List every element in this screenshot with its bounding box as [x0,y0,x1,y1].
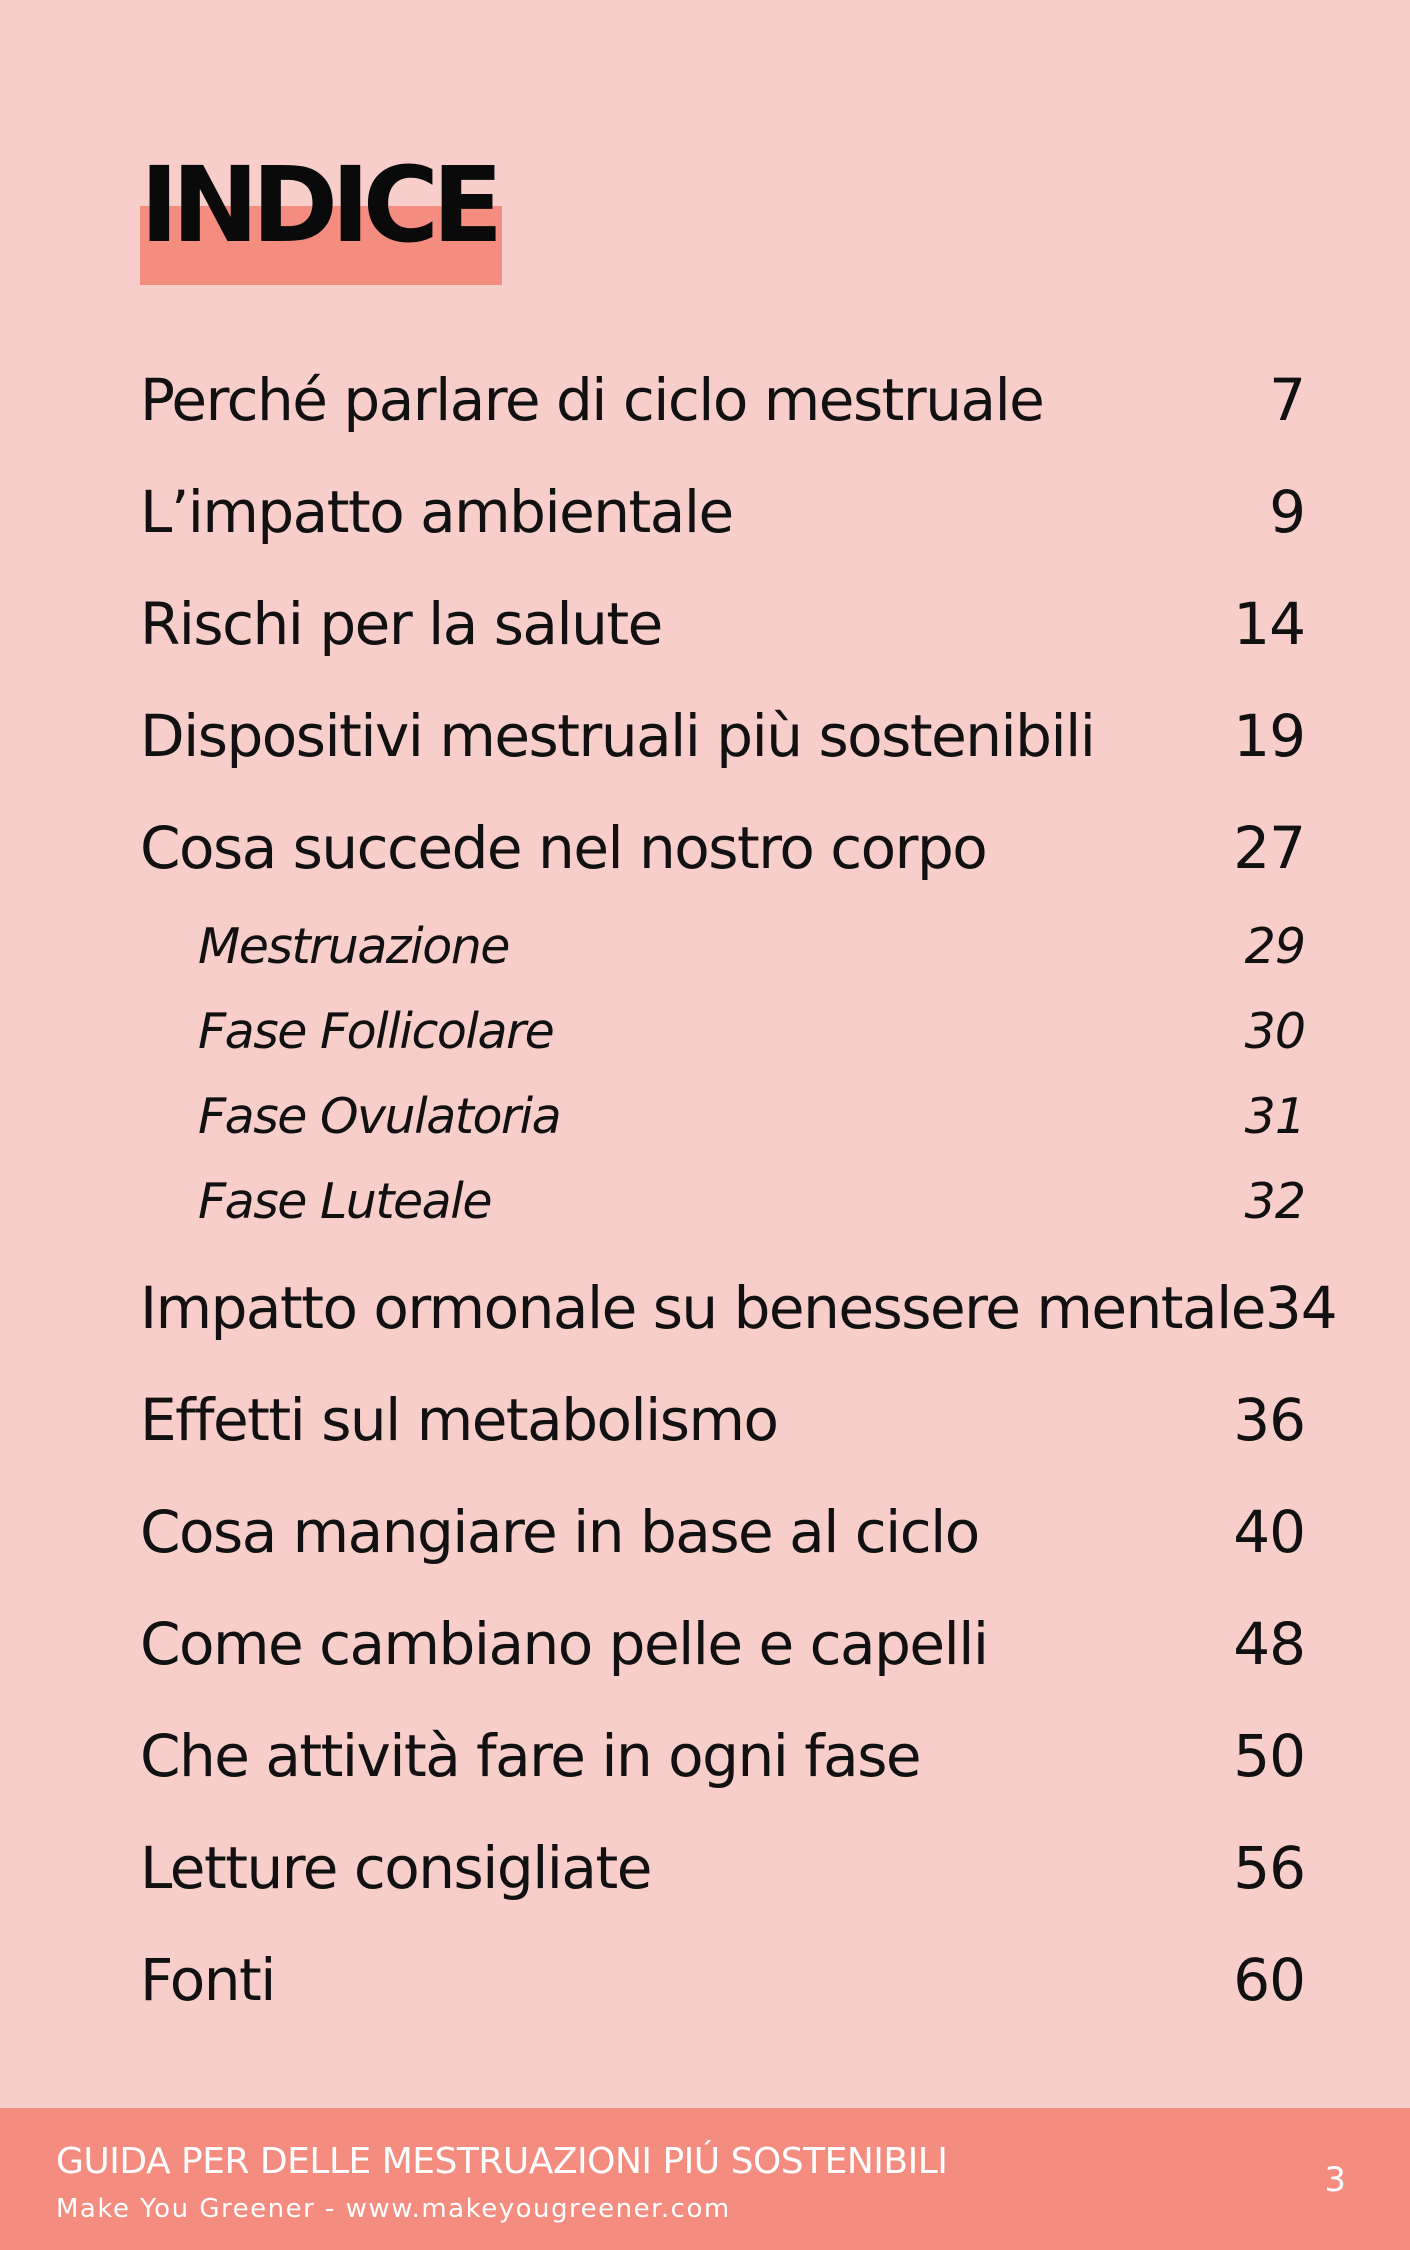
toc-entry[interactable] [140,1599,1305,1711]
toc-entry-page: 40 [1233,1498,1305,1566]
page-footer [0,2108,1410,2250]
toc-subentry-label: Fase Ovulatoria [198,1088,561,1145]
toc-entry[interactable] [140,1263,1337,1375]
toc-entry-label: Effetti sul metabolismo [140,1386,778,1454]
footer-title: GUIDA PER DELLE MESTRUAZIONI PIÚ SOSTENIBILI [56,2141,948,2182]
page-title-block [140,140,502,285]
toc-subentry-label: Fase Follicolare [198,1003,554,1060]
toc-entry[interactable] [140,1711,1305,1823]
toc-subentry-label: Mestruazione [198,918,509,975]
toc-entry-label: Che attività fare in ogni fase [140,1722,921,1790]
toc-entry[interactable] [140,355,1305,467]
page-number: 3 [1324,2160,1346,2200]
toc-entry-page: 60 [1233,1946,1305,2014]
toc-entry[interactable] [140,691,1305,803]
toc-subentry[interactable] [140,1162,1305,1247]
toc-entry[interactable] [140,1935,1305,2047]
toc-entry-page: 50 [1233,1722,1305,1790]
toc-entry[interactable] [140,1823,1305,1935]
toc-entry-label: Dispositivi mestruali più sostenibili [140,702,1095,770]
page-title: INDICE [140,144,497,266]
toc-subentry[interactable] [140,1077,1305,1162]
toc-subentry-label: Fase Luteale [198,1173,491,1230]
toc-entry[interactable] [140,1487,1305,1599]
toc-entry[interactable] [140,803,1305,915]
toc-entry-label: Letture consigliate [140,1834,651,1902]
toc-entry-page: 56 [1233,1834,1305,1902]
toc-entry[interactable] [140,579,1305,691]
toc-entry-label: Rischi per la salute [140,590,662,658]
toc-entry-page: 7 [1269,366,1305,434]
toc-subentry[interactable] [140,992,1305,1077]
table-of-contents [140,355,1337,2047]
toc-entry-label: Perché parlare di ciclo mestruale [140,366,1044,434]
toc-entry-page: 9 [1269,478,1305,546]
toc-entry-label: Fonti [140,1946,275,2014]
toc-entry-page: 48 [1233,1610,1305,1678]
footer-website: Make You Greener - www.makeyougreener.com [56,2194,731,2224]
toc-entry[interactable] [140,1375,1305,1487]
toc-entry-label: Cosa succede nel nostro corpo [140,814,987,882]
toc-subentry-page: 30 [1244,1003,1305,1060]
toc-entry-page: 36 [1233,1386,1305,1454]
toc-entry-page: 14 [1233,590,1305,658]
toc-entry-label: Impatto ormonale su benessere mentale [140,1274,1265,1342]
toc-entry-page: 27 [1233,814,1305,882]
toc-subentry-page: 31 [1244,1088,1305,1145]
toc-entry-label: L’impatto ambientale [140,478,733,546]
toc-subentry-page: 29 [1244,918,1305,975]
toc-entry-page: 34 [1264,1274,1337,1342]
toc-entry[interactable] [140,467,1305,579]
toc-subentry-page: 32 [1244,1173,1305,1230]
toc-entry-label: Cosa mangiare in base al ciclo [140,1498,979,1566]
toc-subentry[interactable] [140,907,1305,992]
toc-entry-page: 19 [1233,702,1305,770]
toc-entry-label: Come cambiano pelle e capelli [140,1610,988,1678]
